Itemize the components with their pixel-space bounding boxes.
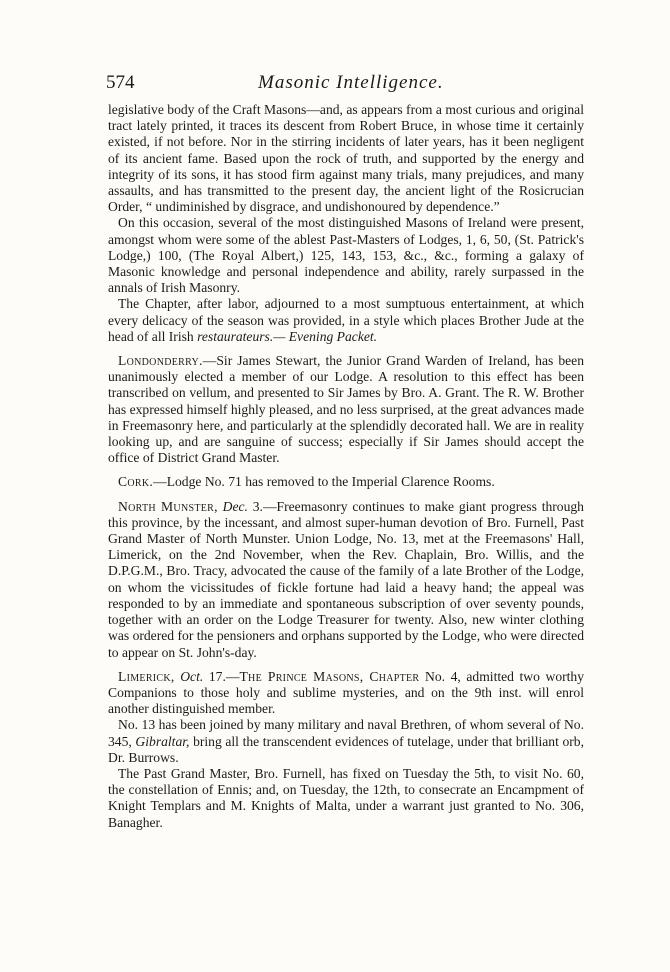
paragraph-distinguished-masons: On this occasion, several of the most distinguished Masons of Ireland were present, amongst whom were some of the ablest Past-Masters of Lodges, 1, 6, 50, (St. Patrick's Lodge,) 100, (The Royal Albert,) 125, 143, 153, &c., &c., forming a galaxy of Masonic knowledge and personal independence and ability, rarely surpassed in the annals of Irish Masonry. [108,215,584,296]
article-body [108,102,584,831]
place-heading: Cork. [118,474,154,490]
place-heading: Londonderry. [118,353,203,369]
paragraph-cork: Cork.—Lodge No. 71 has removed to the Imperial Clarence Rooms. [118,474,495,490]
running-title: Masonic Intelligence. [258,72,444,93]
source-citation: Evening Packet. [288,328,378,344]
place-heading: Limerick, [118,668,175,684]
paragraph-londonderry: Londonderry.—Sir James Stewart, the Junior Grand Warden of Ireland, has been unanimously elected a member of our Lodge. A resolution to this effect has been transcribed on vellum, and presented to Sir James by Bro. A. Grant. The R. W. Brother has expressed himself highly pleased, and no less surprised, at the great advances made in Freemasonry here, and particularly at the splendidly decorated hall. We are in reality looking up, and are sanguine of success; especially if Sir James should accept the office of District Grand Master. [108,353,584,466]
paragraph-rosicrucian-order: legislative body of the Craft Masons—and, as appears from a most curious and original tract lately printed, it traces its descent from Robert Bruce, in whose time it certainly existed, if not before. Nor in the stirring incidents of later years, has it been negligent of its ancient fame. Based upon the rock of truth, and supported by the energy and integrity of its sons, it has stood firm against many trials, many prejudices, and many assaults, and has transmitted to the present day, the ancient light of the Rosicrucian Order, “ undiminished by disgrace, and undishonoured by dependence.” [108,102,584,215]
paragraph-lodge-13: No. 13 has been joined by many military and naval Brethren, of whom several of No. 345, Gibraltar, bring all the transcendent evidences of tutelage, under that brilliant orb, Dr. Burrows. [108,717,585,765]
paragraph-north-munster: North Munster, Dec. 3.—Freemasonry continues to make giant progress through this province, by the incessant, and almost super-human devotion of Bro. Furnell, Past Grand Master of North Munster. Union Lodge, No. 13, met at the Freemasons' Hall, Limerick, on the 2nd November, when the Rev. Chaplain, Bro. Willis, and the D.P.G.M., Bro. Tracy, advocated the cause of the family of a late Brother of the Lodge, on whom the vicissitudes of fickle fortune had laid a heavy hand; the appeal was responded to by an immediate and spontaneous subscription of over seventy pounds, together with an order on the Lodge Treasurer for twenty. Also, new winter clothing was ordered for the pensioners and orphans supported by the Lodge, who were directed to appear on St. John's-day. [108,498,584,660]
running-head [106,72,584,102]
paragraph-chapter-entertainment: The Chapter, after labor, adjourned to a most sumptuous entertainment, at which every delicacy of the season was provided, in a style which places Brother Jude at the head of all Irish restaurateurs.— Evening Packet. [108,296,584,344]
page-number: 574 [106,72,135,93]
place-heading: North Munster, [118,498,218,514]
paragraph-limerick: Limerick, Oct. 17.—The Prince Masons, Chapter No. 4, admitted two worthy Companions to those holy and sublime mysteries, and on the 9th inst. will enrol another distinguished member. [108,668,585,717]
paragraph-past-grand-master: The Past Grand Master, Bro. Furnell, has fixed on Tuesday the 5th, to visit No. 60, the constellation of Ennis; and, on Tuesday, the 12th, to consecrate an Encampment of Knight Templars and M. Knights of Malta, under a warrant just granted to No. 306, Banagher. [108,765,584,830]
